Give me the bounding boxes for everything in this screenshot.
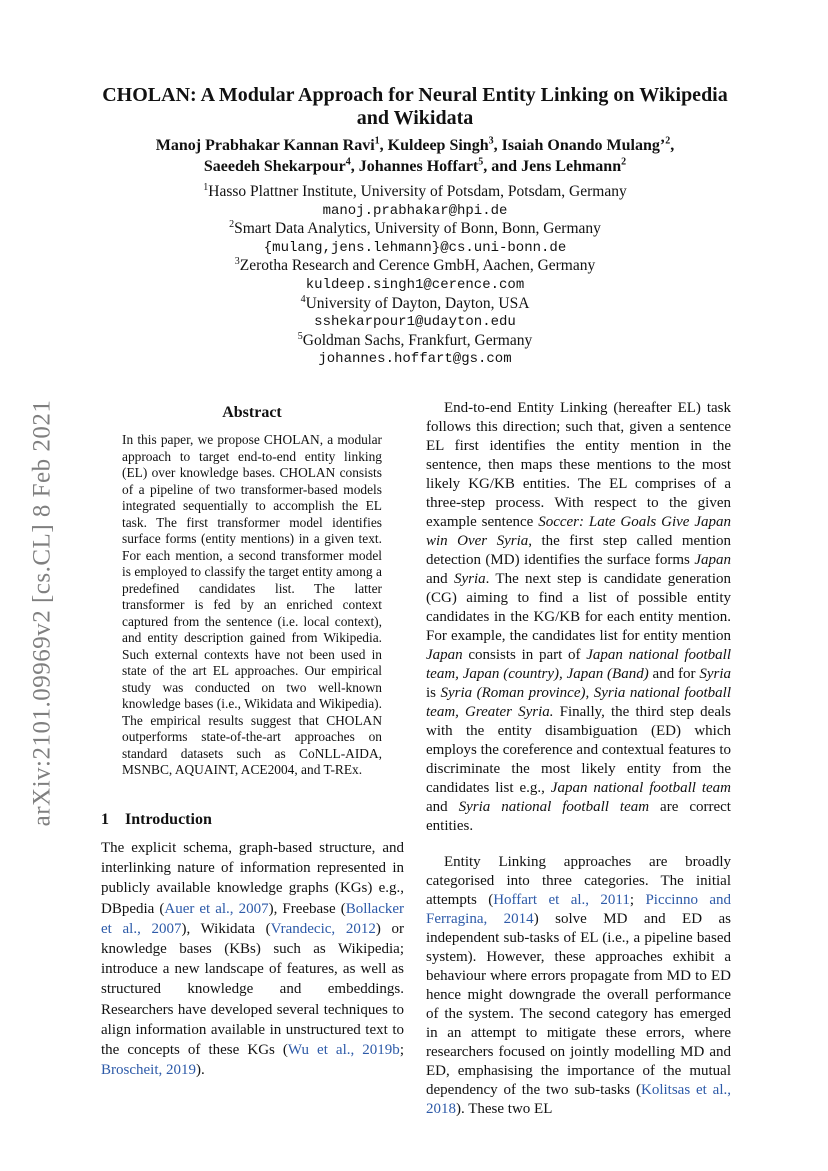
text-run: . The next step is candidate generation (CG) aiming to find a list of possible entity candidates in the KG/KB for each entity mention. For example, the candidates list for entity mention: [426, 571, 731, 644]
text-run: ), Freebase (: [268, 900, 346, 917]
candidate-list: Syria (Roman province), Syria national football team, Greater Syria.: [426, 685, 731, 720]
text-run: is: [426, 685, 441, 701]
author-list: [90, 135, 740, 177]
entity-mention: Japan: [694, 552, 731, 568]
author-sup: 3: [488, 135, 494, 147]
affiliation: [90, 332, 740, 351]
affiliation-name: University of Dayton, Dayton, USA: [305, 294, 530, 312]
affiliation-name: Goldman Sachs, Frankfurt, Germany: [302, 331, 533, 349]
body-paragraph: [426, 399, 731, 836]
body-paragraph: [426, 853, 731, 1119]
section-title: Introduction: [125, 811, 212, 828]
affiliation-email: {mulang,jens.lehmann}@cs.uni-bonn.de: [263, 239, 567, 256]
correct-entity: Syria national football team: [458, 799, 650, 815]
citation-link[interactable]: Vrandecic, 2012: [270, 920, 376, 937]
text-run: Entity Linking approaches are broadly categorised into three categories. The initial attempts (: [426, 854, 731, 908]
entity-mention: Japan: [426, 647, 463, 663]
affiliation-list: [90, 183, 740, 369]
candidate-list: Japan national football team, Japan (country), Japan (Band): [426, 647, 731, 682]
right-column: [426, 399, 731, 1119]
affiliation-email: manoj.prabhakar@hpi.de: [322, 202, 508, 219]
title-line-2: and Wikidata: [356, 107, 474, 129]
affiliation-email: kuldeep.singh1@cerence.com: [305, 276, 525, 293]
example-sentence: Soccer: Late Goals Give Japan win Over Syria: [426, 514, 731, 549]
title-line-1: CHOLAN: A Modular Approach for Neural Entity Linking on Wikipedia: [102, 84, 728, 106]
text-run: and for: [648, 666, 700, 682]
text-run: ;: [399, 1042, 404, 1059]
entity-mention: Syria: [453, 571, 486, 587]
text-run: are correct entities.: [426, 799, 731, 834]
affiliation-sup: 1: [203, 181, 209, 193]
text-run: ) or knowledge bases (KBs) such as Wikipedia; introduce a new landscape of features, as well as structured knowledge and embeddings. Researchers have developed several techniques to align information available in unstructured text to the concepts of these KGs (: [101, 920, 404, 1059]
text-run: ), Wikidata (: [181, 920, 271, 937]
author-name: , Johannes Hoffart: [350, 158, 479, 175]
affiliation-sup: 3: [234, 256, 240, 268]
citation-link[interactable]: Kolitsas et al., 2018: [426, 1082, 732, 1117]
affiliation: [90, 295, 740, 314]
abstract-text: In this paper, we propose CHOLAN, a modular approach to target end-to-end entity linking (EL) over knowledge bases. CHOLAN consists of a pipeline of two transformer-based models integrated sequentially to accomplish the EL task. The first transformer model identifies surface forms (entity mentions) in a given text. For each mention, a second transformer model is employed to classify the target entity among a predefined candidates list. The latter transformer is fed by an enriched context captured from the sentence (i.e. local context), and entity description gained from Wikipedia. Such external contexts have not been used in state of the art EL approaches. Our empirical study was conducted on two well-known knowledge bases (i.e., Wikidata and Wikipedia). The empirical results suggest that CHOLAN outperforms state-of-the-art approaches on standard datasets such as CoNLL-AIDA, MSNBC, AQUAINT, ACE2004, and T-REx.: [122, 432, 382, 777]
author-sup: 2: [621, 156, 627, 168]
paper-title: [90, 84, 740, 130]
citation-link[interactable]: Broscheit, 2019: [101, 1062, 196, 1079]
citation-link[interactable]: Bollacker et al., 2007: [101, 900, 405, 937]
correct-entity: Japan national football team: [550, 780, 731, 796]
affiliation-sup: 2: [229, 219, 235, 231]
text-run: consists in part of: [462, 647, 587, 663]
introduction-paragraph: [101, 838, 404, 1080]
citation-link[interactable]: Wu et al., 2019b: [287, 1042, 400, 1059]
author-name: , Kuldeep Singh: [379, 137, 489, 154]
author-name: Saeedeh Shekarpour: [203, 158, 346, 175]
author-sup: 5: [478, 156, 484, 168]
citation-link[interactable]: Auer et al., 2007: [164, 900, 269, 917]
text-run: The explicit schema, graph-based structure, and interlinking nature of information represented in publicly available knowledge graphs (KGs) e.g., DBpedia (: [101, 840, 404, 917]
section-heading-introduction: [101, 811, 212, 829]
author-sep: ,: [670, 137, 675, 154]
text-run: ).: [196, 1062, 205, 1079]
citation-link[interactable]: Piccinno and Ferragina, 2014: [426, 892, 731, 927]
text-run: , the first step called mention detection (MD) identifies the surface forms: [426, 533, 731, 568]
citation-link[interactable]: Hoffart et al., 2011: [493, 892, 630, 908]
arxiv-sidebar: [22, 375, 62, 850]
author-sup: 4: [345, 156, 351, 168]
text-run: and: [426, 571, 454, 587]
affiliation-sup: 4: [300, 293, 306, 305]
section-number: 1: [101, 811, 109, 828]
author-name: , and Jens Lehmann: [483, 158, 622, 175]
affiliation-name: Smart Data Analytics, University of Bonn, Bonn, Germany: [234, 220, 601, 238]
text-run: ). These two EL: [456, 1101, 553, 1117]
abstract-heading: Abstract: [222, 404, 282, 421]
text-run: and: [426, 799, 459, 815]
text-run: End-to-end Entity Linking (hereafter EL) task follows this direction; such that, given a sentence EL first identifies the entity mention in the sentence, then maps these mentions to the most likely KG/KB entities. The EL comprises of a three-step process. With respect to the given example sentence: [426, 400, 731, 530]
arxiv-identifier: arXiv:2101.09969v2 [cs.CL] 8 Feb 2021: [28, 399, 56, 826]
author-name: Manoj Prabhakar Kannan Ravi: [155, 137, 375, 154]
affiliation-email: johannes.hoffart@gs.com: [318, 351, 512, 368]
affiliation: [90, 257, 740, 276]
text-run: Finally, the third step deals with the entity disambiguation (ED) which employs the coreference and contextual features to discriminate the most likely entity from the candidates list e.g.,: [426, 704, 731, 796]
affiliation: [90, 220, 740, 239]
author-name: , Isaiah Onando Mulang’: [493, 137, 666, 154]
text-run: ;: [629, 892, 646, 908]
affiliation-name: Hasso Plattner Institute, University of Potsdam, Potsdam, Germany: [208, 183, 627, 200]
text-run: ) solve MD and ED as independent sub-tasks of EL (i.e., a pipeline based system). However, these approaches exhibit a behaviour where errors propagate from MD to ED hence might downgrade the overall performance of the system. The second category has emerged in an attempt to mitigate these errors, where researchers focused on jointly modelling MD and ED, emphasising the importance of the mutual dependency of the two sub-tasks (: [426, 911, 731, 1098]
affiliation-email: sshekarpour1@udayton.edu: [314, 314, 516, 331]
author-sup: 1: [374, 135, 380, 147]
author-sup: 2: [665, 135, 671, 147]
affiliation-sup: 5: [297, 330, 303, 342]
affiliation-name: Zerotha Research and Cerence GmbH, Aachen, Germany: [239, 257, 596, 275]
entity-mention: Syria: [699, 666, 731, 682]
affiliation: [90, 183, 740, 202]
